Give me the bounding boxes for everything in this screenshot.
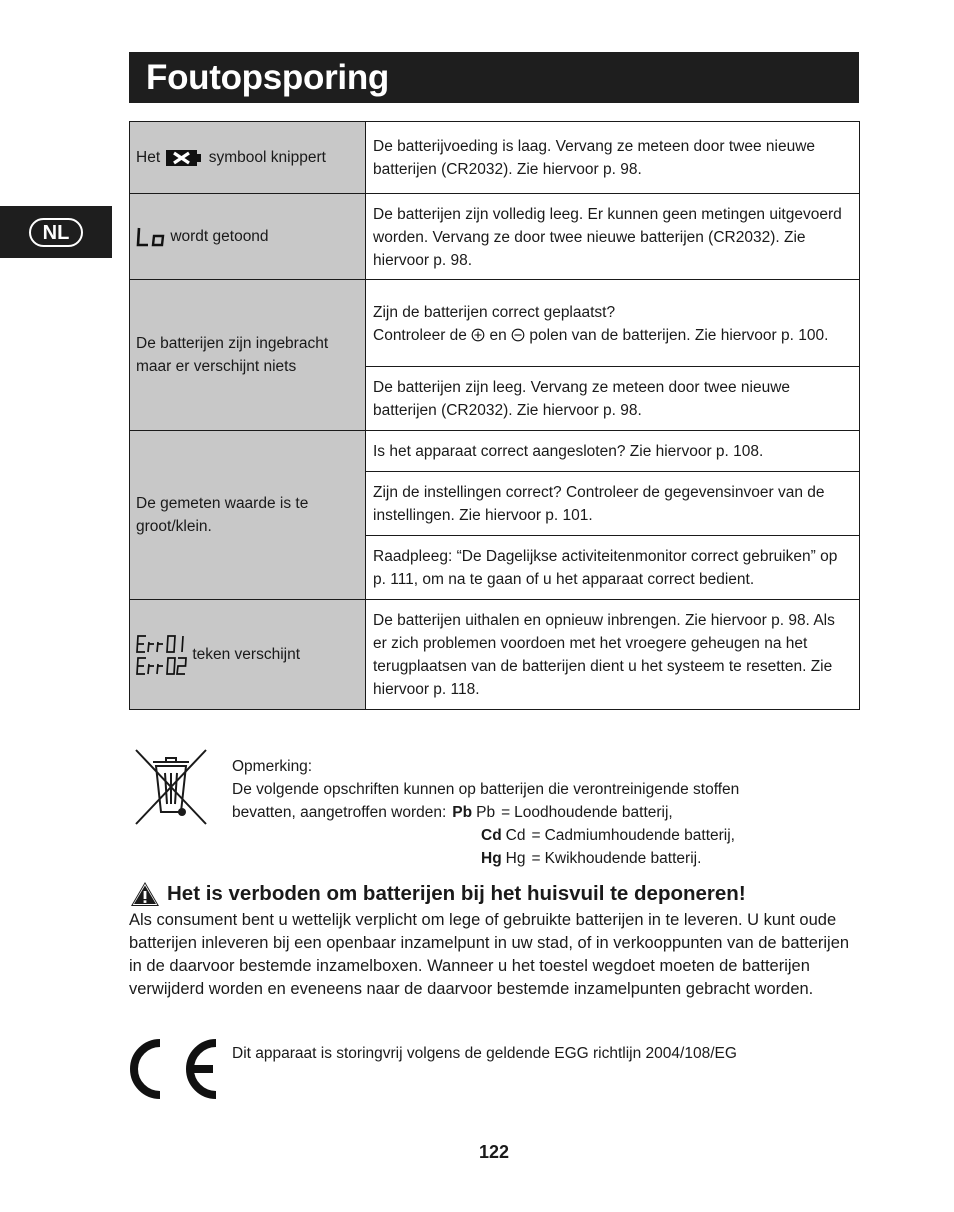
err-display-icon <box>136 633 188 677</box>
remedy-text: Zijn de batterijen correct geplaatst? <box>373 303 616 321</box>
table-row <box>130 122 860 194</box>
metal-row: Cd Cd = Cadmiumhoudende batterij, <box>481 827 735 844</box>
battery-empty-icon <box>164 147 204 169</box>
troubleshooting-table <box>129 121 860 710</box>
remedy-cell: Raadpleeg: “De Dagelijkse activiteitenmonitor correct gebruiken” op p. 111, om na te gaan of u het apparaat correct bedient. <box>366 536 860 600</box>
condition-cell: De batterijen zijn ingebracht maar er verschijnt niets <box>130 280 366 431</box>
condition-text: symbool knippert <box>208 149 326 166</box>
table-row <box>130 280 860 367</box>
warning-triangle-icon <box>129 880 161 908</box>
condition-text: Het <box>136 149 161 166</box>
condition-text: wordt getoond <box>170 227 269 245</box>
lo-display-icon <box>136 225 166 249</box>
plus-pole-icon <box>471 328 485 342</box>
condition-text: teken verschijnt <box>192 645 301 663</box>
remedy-cell: De batterijen zijn leeg. Vervang ze meteen door twee nieuwe batterijen (CR2032). Zie hiervoor p. 98. <box>366 367 860 431</box>
note-label: Opmerking: <box>232 758 313 775</box>
remedy-cell <box>366 280 860 367</box>
remedy-cell: Is het apparaat correct aangesloten? Zie hiervoor p. 108. <box>366 431 860 472</box>
page-title-bar <box>129 52 859 103</box>
remedy-cell: Zijn de instellingen correct? Controleer de gegevensinvoer van de instellingen. Zie hiervoor p. 101. <box>366 472 860 536</box>
remedy-text: Controleer de en polen van de batterijen. Zie hiervoor p. 100. <box>373 326 829 344</box>
language-tab <box>0 206 112 258</box>
warning-heading <box>129 880 746 908</box>
table-row <box>130 600 860 710</box>
minus-pole-icon <box>511 328 525 342</box>
page-title: Foutopsporing <box>146 57 389 97</box>
metal-row: bevatten, aangetroffen worden: Pb Pb = Loodhoudende batterij, <box>232 801 852 824</box>
condition-cell <box>130 122 366 194</box>
remedy-cell: De batterijvoeding is laag. Vervang ze meteen door twee nieuwe batterijen (CR2032). Zie hiervoor p. 98. <box>366 122 860 194</box>
condition-cell <box>130 600 366 710</box>
crossed-bin-icon <box>132 746 210 828</box>
note-text: De volgende opschriften kunnen op batterijen die verontreinigende stoffen <box>232 781 740 798</box>
table-row <box>130 431 860 472</box>
table-row <box>130 194 860 280</box>
page-number: 122 <box>478 1142 510 1162</box>
ce-mark-icon <box>127 1037 223 1101</box>
condition-cell <box>130 194 366 280</box>
language-label: NL <box>29 218 84 247</box>
remedy-cell: De batterijen uithalen en opnieuw inbrengen. Zie hiervoor p. 98. Als er zich problemen voordoen met het vroegere geheugen na het terugplaatsen van de batterijen dient u het systeem te resetten. Zie hiervoor p. 118. <box>366 600 860 710</box>
remedy-cell: De batterijen zijn volledig leeg. Er kunnen geen metingen uitgevoerd worden. Vervang ze door twee nieuwe batterijen (CR2032). Zie hiervoor p. 98. <box>366 194 860 280</box>
note-text: bevatten, aangetroffen worden: <box>232 804 447 821</box>
ce-statement: Dit apparaat is storingvrij volgens de geldende EGG richtlijn 2004/108/EG <box>232 1045 737 1062</box>
battery-note <box>232 755 852 870</box>
metal-row: Hg Hg = Kwikhoudende batterij. <box>481 850 702 867</box>
condition-cell: De gemeten waarde is te groot/klein. <box>130 431 366 600</box>
warning-body: Als consument bent u wettelijk verplicht om lege of gebruikte batterijen in te leveren. U kunt oude batterijen inleveren bij een openbaar inzamelpunt in uw stad, of in verkooppunten van de batterijen in de daarvoor bestemde inzamelboxen. Wanneer u het toestel wegdoet moeten de batterijen verwijderd worden en eveneens naar de daarvoor bestemde inzamelpunten gebracht worden. <box>129 911 850 998</box>
warning-heading-text: Het is verboden om batterijen bij het huisvuil te deponeren! <box>167 882 746 905</box>
